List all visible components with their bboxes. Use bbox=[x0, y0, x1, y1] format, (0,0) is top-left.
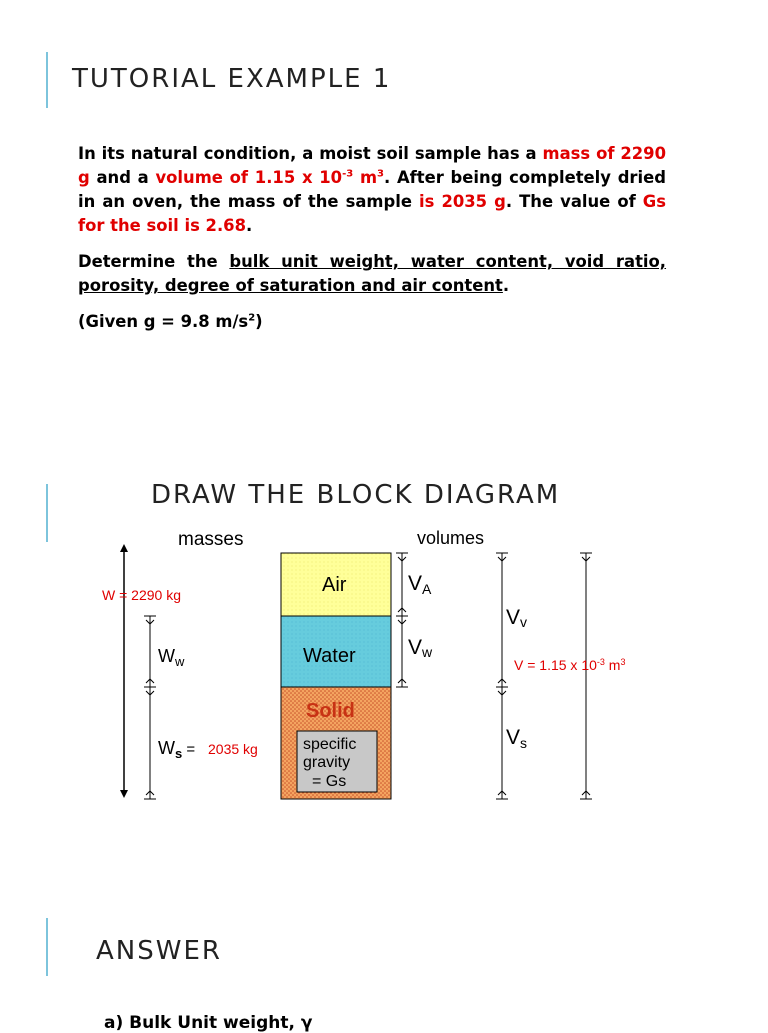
p1-volume-text: volume of 1.15 x 10 bbox=[155, 168, 343, 187]
ww-main: W bbox=[158, 646, 175, 666]
total-mass-arrow bbox=[120, 544, 128, 798]
vt-b: m bbox=[604, 657, 621, 673]
solid-box-line-3: = Gs bbox=[312, 773, 347, 790]
p1-text-1: In its natural condition, a moist soil sample has a bbox=[78, 144, 543, 163]
solid-label: Solid bbox=[306, 700, 355, 722]
p1-text-4: . The value of bbox=[505, 192, 643, 211]
air-volume-dimension bbox=[396, 553, 408, 616]
p1-dry-mass-highlight: is 2035 g bbox=[419, 192, 506, 211]
vt-unit: 3 bbox=[620, 657, 626, 667]
ws-eq: = bbox=[182, 741, 196, 758]
water-volume-label bbox=[408, 636, 433, 660]
slide3-accent-bar bbox=[46, 918, 48, 976]
p1-volume-highlight bbox=[155, 168, 384, 187]
vv-main: V bbox=[506, 606, 521, 629]
answer-partial-line: a) Bulk Unit weight, γ bbox=[104, 1013, 313, 1033]
vt-a: V = 1.15 x 10 bbox=[514, 657, 597, 673]
air-label: Air bbox=[322, 574, 347, 596]
p1-text-2: and a bbox=[89, 168, 156, 187]
total-volume-value bbox=[514, 657, 626, 673]
vw-sub: w bbox=[422, 644, 433, 660]
p1-volume-unit: m bbox=[353, 168, 378, 187]
p3-exponent: 2 bbox=[248, 312, 256, 324]
void-volume-label bbox=[506, 606, 527, 630]
p1-mass-highlight: mass of 2290 g bbox=[78, 144, 666, 187]
slide1-title: TUTORIAL EXAMPLE 1 bbox=[72, 64, 392, 94]
p3-text-2: ) bbox=[255, 312, 263, 331]
volumes-label: volumes bbox=[417, 528, 485, 548]
water-volume-dimension bbox=[396, 616, 408, 687]
p2-text-1: Determine the bbox=[78, 252, 230, 271]
water-mass-dimension bbox=[144, 616, 156, 687]
solid-mass-label bbox=[158, 738, 195, 761]
p2-text-2: . bbox=[502, 276, 510, 295]
p2-underlined-tasks: bulk unit weight, water content, void ratio, porosity, degree of saturation and air content bbox=[78, 252, 667, 295]
solid-mass-value: 2035 kg bbox=[208, 741, 258, 757]
total-volume-dimension bbox=[580, 553, 592, 799]
ws-main: W bbox=[158, 738, 175, 758]
p1-volume-exponent: -3 bbox=[342, 168, 354, 180]
water-mass-label bbox=[158, 646, 185, 669]
problem-statement bbox=[78, 142, 666, 334]
va-sub: A bbox=[422, 581, 432, 597]
masses-label: masses bbox=[178, 529, 244, 550]
p1-text-3: . After being completely dried in an oven, the mass of the sample bbox=[78, 168, 666, 211]
slide3-title: ANSWER bbox=[96, 936, 222, 966]
problem-paragraph-3 bbox=[78, 310, 666, 334]
vw-main: V bbox=[408, 636, 423, 659]
vs-main: V bbox=[506, 726, 521, 749]
ww-sub: w bbox=[175, 654, 185, 669]
slide2-title: DRAW THE BLOCK DIAGRAM bbox=[151, 480, 561, 510]
ws-sub: s bbox=[175, 746, 183, 761]
problem-paragraph-1 bbox=[78, 142, 666, 238]
solid-mass-dimension bbox=[144, 687, 156, 799]
vv-sub: v bbox=[520, 614, 528, 630]
p1-text-5: . bbox=[246, 216, 253, 235]
solid-box-line-1: specific bbox=[303, 736, 357, 753]
air-volume-label bbox=[408, 572, 432, 597]
problem-paragraph-2 bbox=[78, 250, 666, 298]
solid-volume-label bbox=[506, 726, 527, 751]
p1-volume-unit-exponent: 3 bbox=[377, 168, 384, 180]
va-main: V bbox=[408, 572, 423, 595]
solid-box-line-2: gravity bbox=[303, 754, 351, 771]
slide2-accent-bar bbox=[46, 484, 48, 542]
vs-sub: s bbox=[520, 735, 528, 751]
slide1-accent-bar bbox=[46, 52, 48, 108]
block-diagram bbox=[90, 520, 670, 820]
total-mass-value: W = 2290 kg bbox=[102, 587, 181, 603]
vt-exp: -3 bbox=[596, 657, 605, 667]
p3-text-1: (Given g = 9.8 m/s bbox=[78, 312, 249, 331]
water-label: Water bbox=[303, 645, 356, 667]
p1-gs-highlight: Gs for the soil is 2.68 bbox=[78, 192, 666, 235]
